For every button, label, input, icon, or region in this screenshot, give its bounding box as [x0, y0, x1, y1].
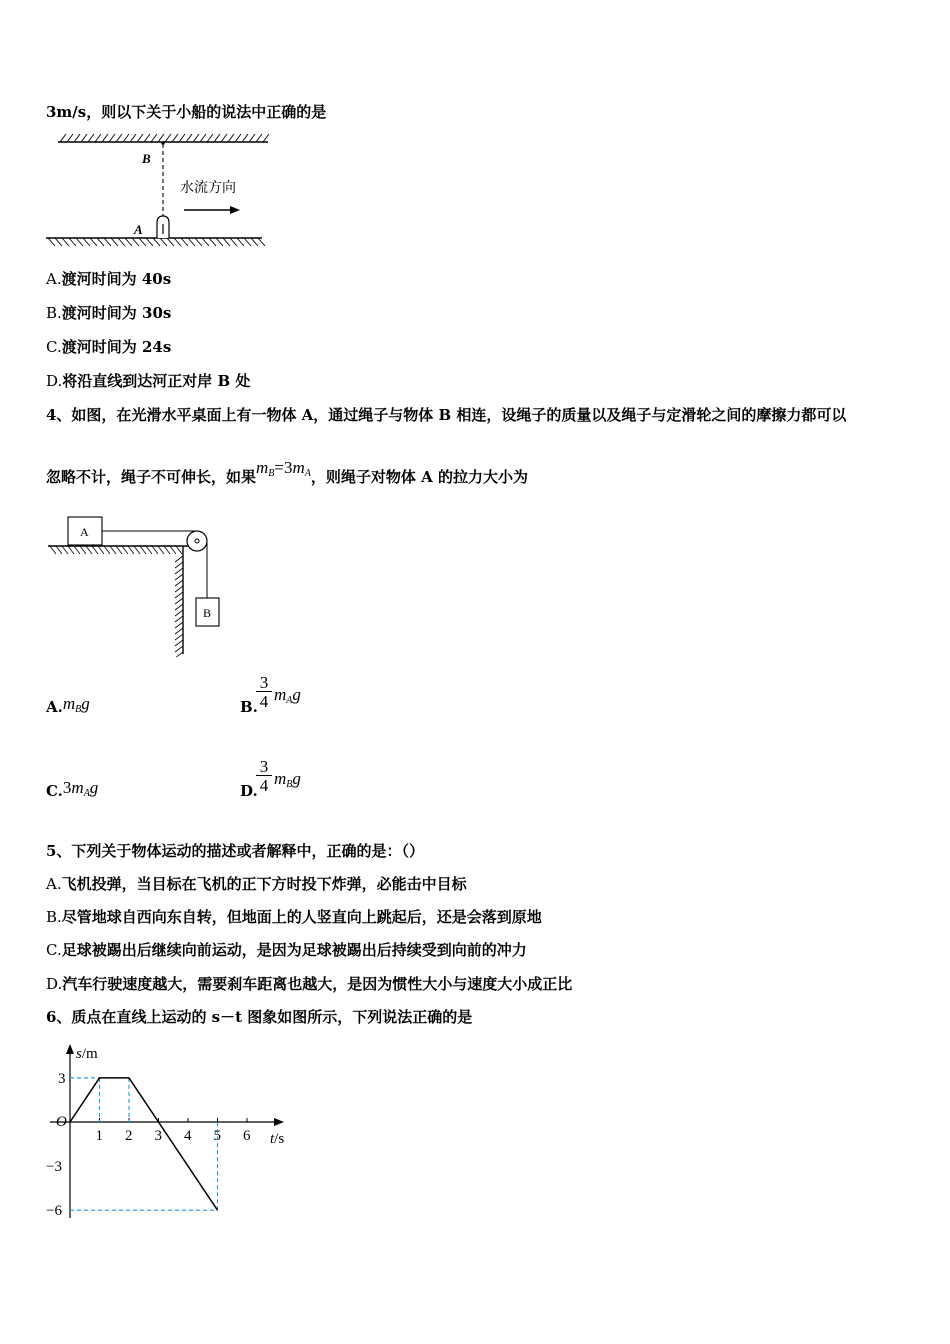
q4-option-d-expr: $m_Bg$: [274, 769, 301, 790]
y-tick-label: −3: [46, 1159, 62, 1176]
label-a: A: [134, 222, 143, 237]
x-tick-label: 4: [184, 1128, 192, 1144]
q4-option-b-fraction: $\frac{3}{4}$: [256, 673, 272, 712]
pulley-figure: [46, 512, 226, 657]
y-tick-label: −6: [46, 1203, 62, 1220]
origin-label: O: [56, 1114, 67, 1130]
q3-option-d[interactable]: D.将沿直线到达河正对岸 B 处: [46, 372, 251, 390]
x-tick-label: 2: [125, 1128, 133, 1144]
q6-stem: 6、质点在直线上运动的 s－t 图象如图所示，下列说法正确的是: [46, 1008, 473, 1026]
q3-option-c[interactable]: C.渡河时间为 24s: [46, 338, 172, 356]
y-tick-label: 3: [58, 1070, 66, 1087]
flow-label: 水流方向: [180, 181, 236, 196]
q5-option-a[interactable]: A.飞机投弹，当目标在飞机的正下方时投下炸弹，必能击中目标: [46, 875, 467, 893]
label-b: B: [142, 151, 151, 166]
q3-stem: 3m/s，则以下关于小船的说法中正确的是: [46, 103, 327, 121]
q4-option-a[interactable]: $A.m_Bg$: [46, 694, 90, 716]
q5-option-d[interactable]: D.汽车行驶速度越大，需要刹车距离也越大，是因为惯性大小与速度大小成正比: [46, 975, 573, 993]
y-axis-label: s/m: [76, 1046, 98, 1062]
q5-option-b[interactable]: B.尽管地球自西向东自转，但地面上的人竖直向上跳起后，还是会落到原地: [46, 908, 542, 926]
x-tick-label: 5: [213, 1128, 221, 1144]
q4-option-c[interactable]: $C.3m_Ag$: [46, 778, 99, 800]
river-figure: [44, 130, 274, 256]
st-graph: [40, 1040, 300, 1222]
q4-stem-line2: 忽略不计，绳子不可伸长，如果$m_B=3m_A$，则绳子对物体 A 的拉力大小为: [46, 458, 528, 486]
x-axis-label: t/s: [270, 1131, 285, 1147]
block-a-label: A: [80, 525, 89, 539]
q4-option-b-expr: $m_Ag$: [274, 685, 301, 706]
series-line: [70, 1078, 218, 1210]
q3-option-a[interactable]: A.渡河时间为 40s: [46, 270, 172, 288]
q5-option-c[interactable]: C.足球被踢出后继续向前运动，是因为足球被踢出后持续受到向前的冲力: [46, 941, 527, 959]
x-tick-label: 6: [243, 1128, 251, 1144]
x-axis-arrow: [274, 1118, 284, 1126]
block-b-label: B: [203, 606, 212, 620]
x-tick-label: 3: [154, 1128, 162, 1144]
q4-option-b[interactable]: B.: [240, 698, 258, 716]
q4-option-d-fraction: $\frac{3}{4}$: [256, 757, 272, 796]
y-axis-arrow: [66, 1044, 74, 1054]
x-tick-label: 1: [95, 1128, 103, 1144]
q4-option-d[interactable]: D.: [240, 782, 258, 800]
q4-stem-line1: 4、如图，在光滑水平桌面上有一物体 A，通过绳子与物体 B 相连，设绳子的质量以及绳子与定滑轮之间的摩擦力都可以: [46, 406, 847, 424]
q5-stem: 5、下列关于物体运动的描述或者解释中，正确的是：（）: [46, 842, 424, 860]
q3-option-b[interactable]: B.渡河时间为 30s: [46, 304, 172, 322]
